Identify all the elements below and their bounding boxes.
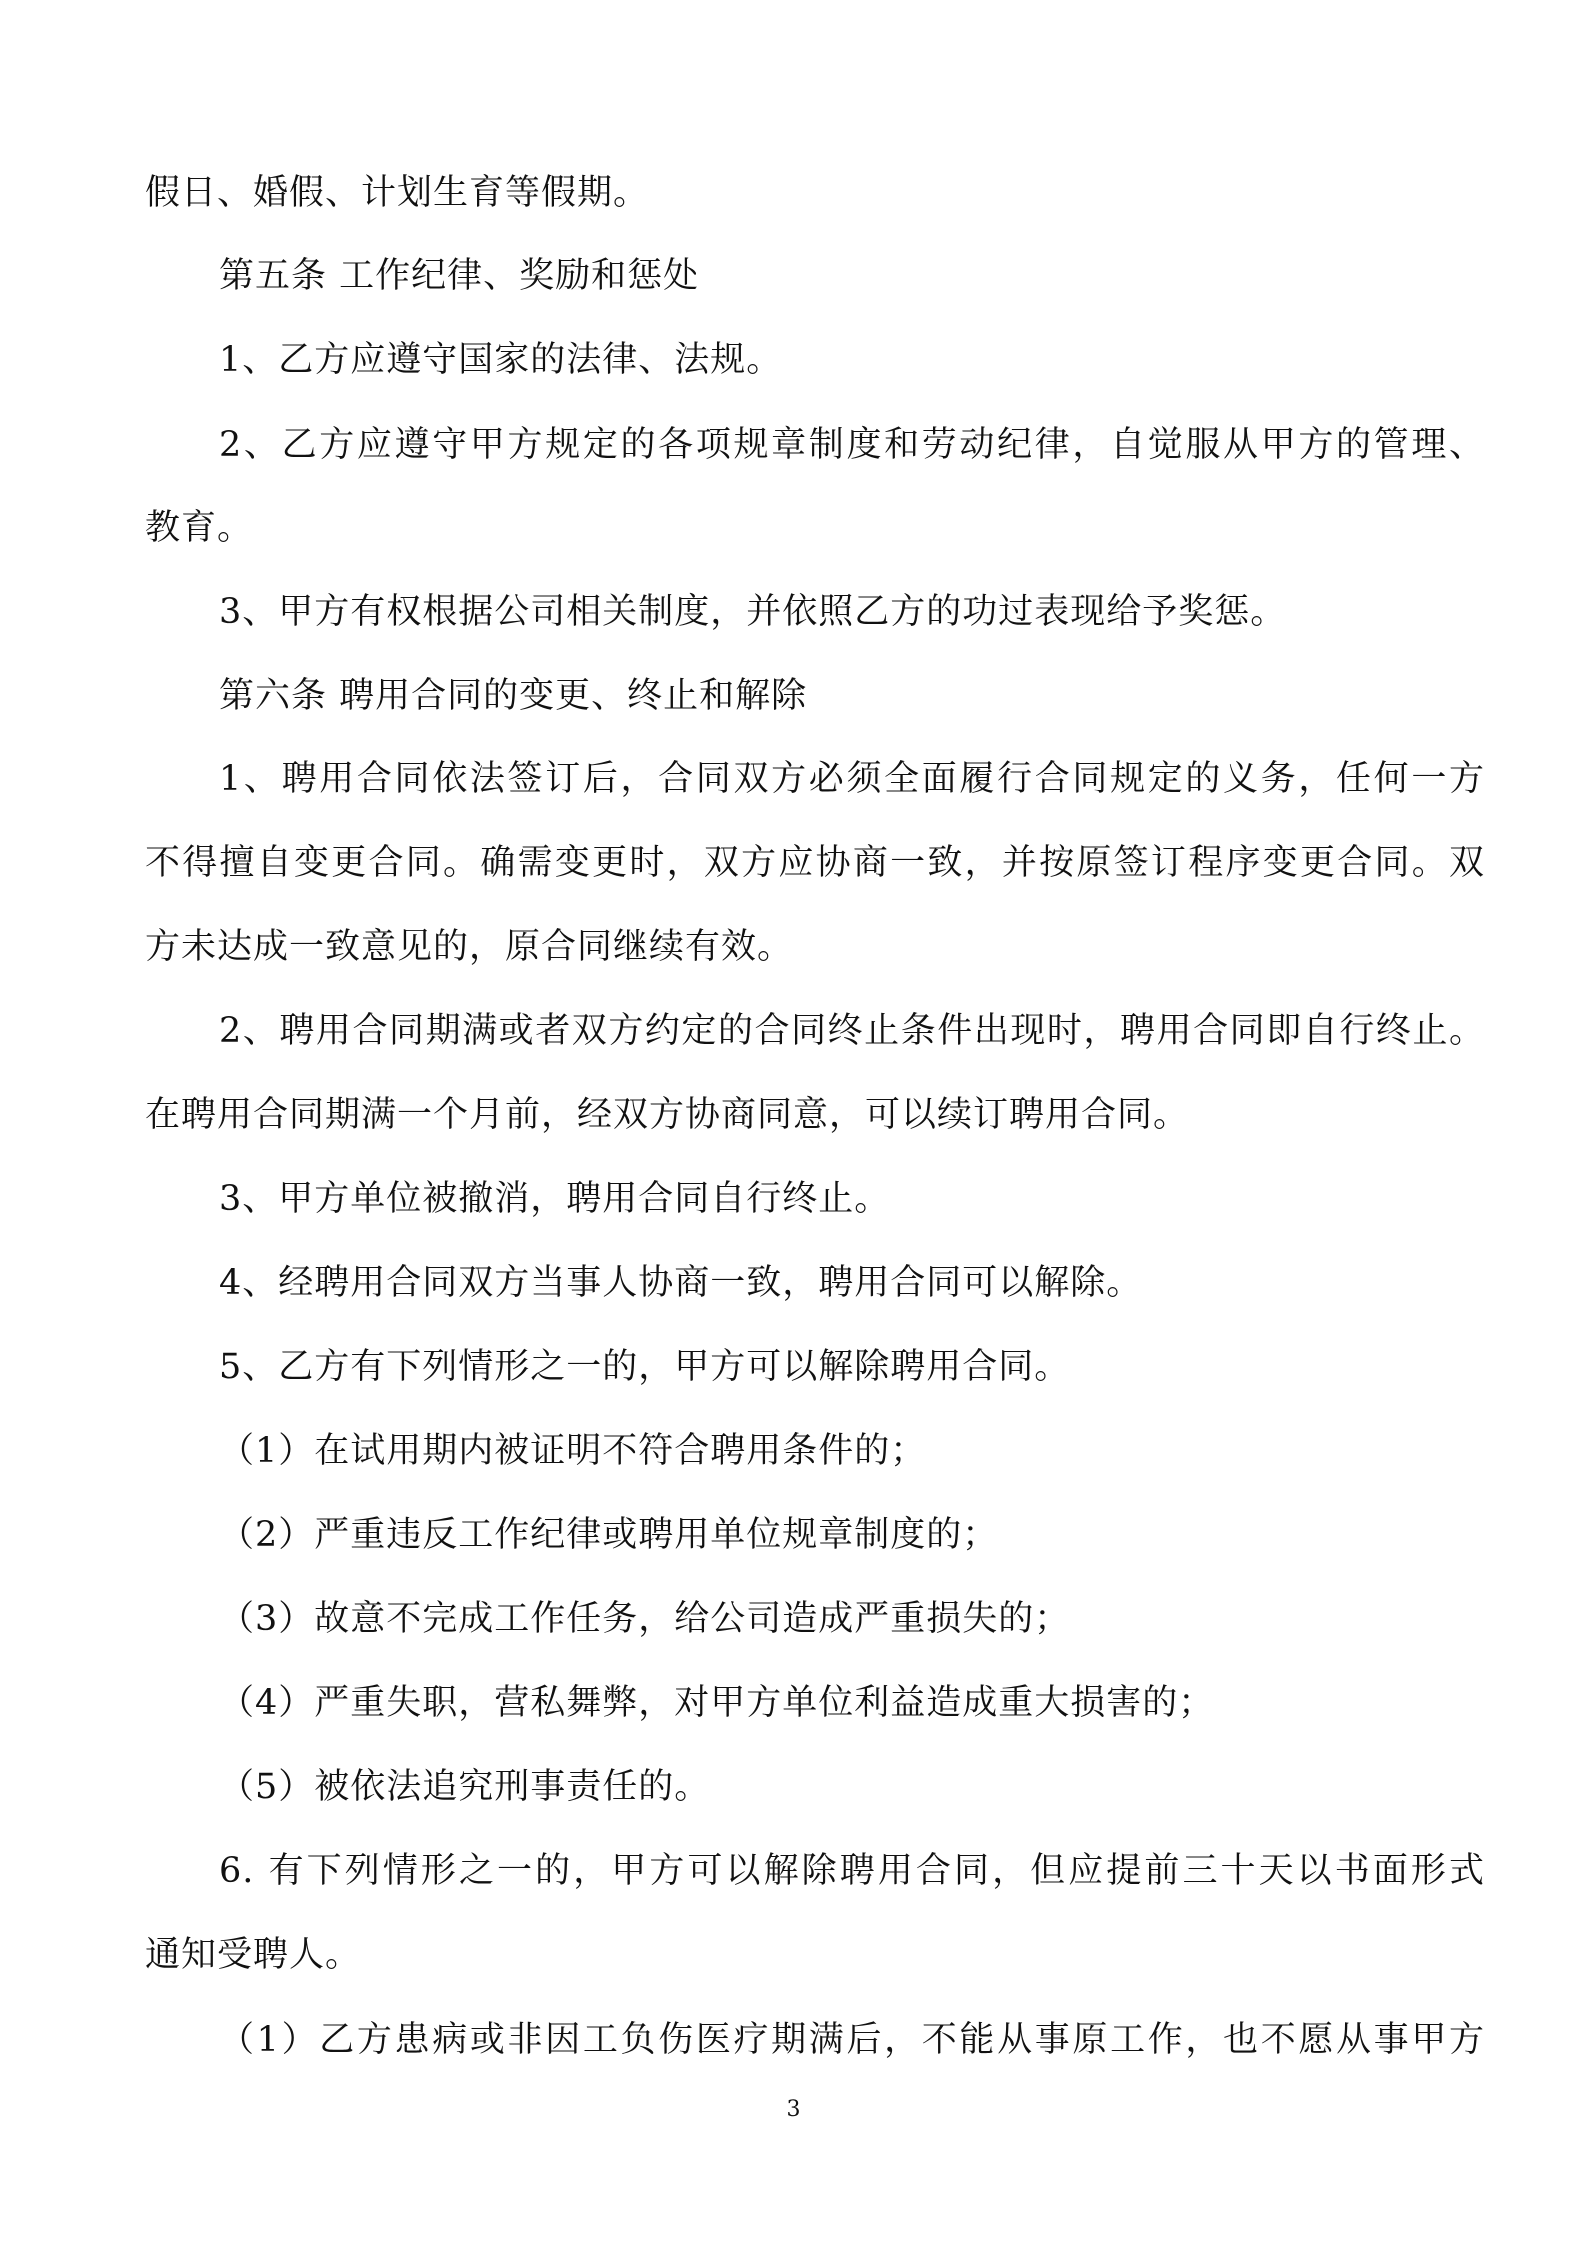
list-item-1: （1）在试用期内被证明不符合聘用条件的； <box>219 1431 927 1471</box>
text-line-12: 在聘用合同期满一个月前，经双方协商同意，可以续订聘用合同。 <box>145 1095 1190 1135</box>
text-line-3: 1、乙方应遵守国家的法律、法规。 <box>219 340 783 380</box>
text-line-10: 方未达成一致意见的，原合同继续有效。 <box>145 927 794 967</box>
text-line-9: 不得擅自变更合同。确需变更时，双方应协商一致，并按原签订程序变更合同。双 <box>145 843 1485 883</box>
article-6-heading: 第六条 聘用合同的变更、终止和解除 <box>219 676 808 716</box>
text-line-15: 5、乙方有下列情形之一的，甲方可以解除聘用合同。 <box>219 1347 1071 1387</box>
text-line-22: 通知受聘人。 <box>145 1935 362 1975</box>
text-line-4: 2、乙方应遵守甲方规定的各项规章制度和劳动纪律，自觉服从甲方的管理、 <box>219 425 1485 465</box>
text-line-6: 3、甲方有权根据公司相关制度，并依照乙方的功过表现给予奖惩。 <box>219 592 1287 632</box>
text-line-1: 假日、婚假、计划生育等假期。 <box>145 173 650 213</box>
text-line-21: 6. 有下列情形之一的，甲方可以解除聘用合同，但应提前三十天以书面形式 <box>219 1851 1485 1891</box>
list-item-5: （5）被依法追究刑事责任的。 <box>219 1767 711 1807</box>
list-item-3: （3）故意不完成工作任务，给公司造成严重损失的； <box>219 1599 1071 1639</box>
text-line-5: 教育。 <box>145 508 254 548</box>
text-line-11: 2、聘用合同期满或者双方约定的合同终止条件出现时，聘用合同即自行终止。 <box>219 1011 1485 1051</box>
article-5-heading: 第五条 工作纪律、奖励和惩处 <box>219 256 700 296</box>
page-number: 3 <box>786 2097 801 2122</box>
text-line-23: （1）乙方患病或非因工负伤医疗期满后，不能从事原工作，也不愿从事甲方 <box>219 2020 1485 2060</box>
text-line-13: 3、甲方单位被撤消，聘用合同自行终止。 <box>219 1179 891 1219</box>
text-line-8: 1、聘用合同依法签订后，合同双方必须全面履行合同规定的义务，任何一方 <box>219 759 1485 799</box>
list-item-4: （4）严重失职，营私舞弊，对甲方单位利益造成重大损害的； <box>219 1683 1215 1723</box>
list-item-2: （2）严重违反工作纪律或聘用单位规章制度的； <box>219 1515 999 1555</box>
text-line-14: 4、经聘用合同双方当事人协商一致，聘用合同可以解除。 <box>219 1263 1143 1303</box>
